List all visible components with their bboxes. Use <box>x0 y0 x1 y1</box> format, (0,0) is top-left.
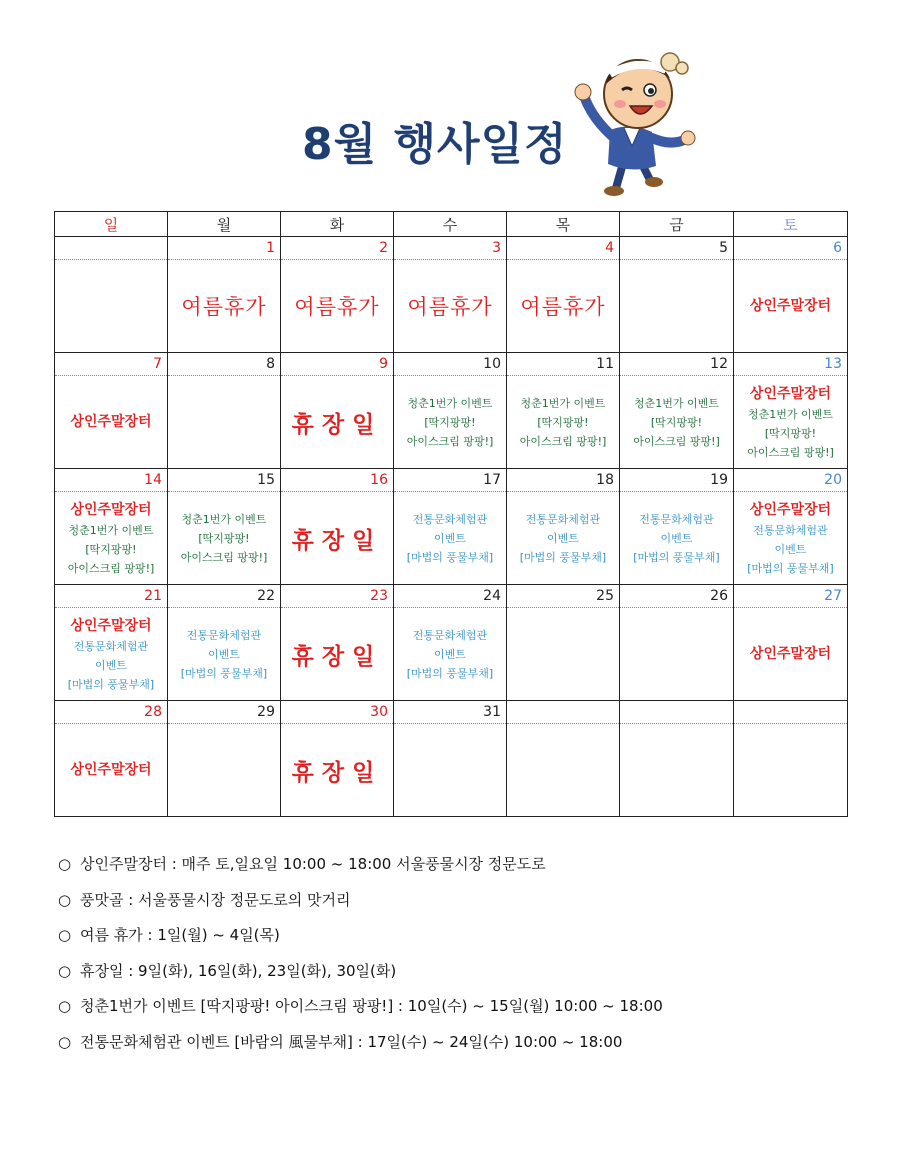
day-number: 10 <box>394 353 506 376</box>
event-line: 아이스크림 팡팡!] <box>406 434 494 448</box>
day-cell <box>55 585 168 701</box>
weekday-header: 일 <box>55 212 168 237</box>
closed-day-label: 휴장일 <box>291 411 383 438</box>
day-cell <box>281 469 394 585</box>
day-events <box>620 724 733 816</box>
mascot-illustration <box>566 48 706 198</box>
weekday-header-row <box>55 212 848 237</box>
event-line: 전통문화체험관 <box>412 512 488 526</box>
note-item <box>58 995 878 1031</box>
weekday-header: 금 <box>620 212 734 237</box>
day-cell <box>620 469 734 585</box>
day-number: 7 <box>55 353 167 376</box>
day-events <box>620 608 733 700</box>
market-label: 상인주말장터 <box>70 414 152 430</box>
day-events <box>168 492 280 584</box>
day-cell <box>620 701 734 817</box>
day-events <box>507 260 619 352</box>
day-number: 19 <box>620 469 733 492</box>
notes-list <box>58 853 878 1066</box>
day-number: 6 <box>734 237 847 260</box>
day-events <box>620 492 733 584</box>
day-cell <box>281 353 394 469</box>
day-number: 16 <box>281 469 393 492</box>
event-line: 전통문화체험관 <box>639 512 714 526</box>
day-cell <box>734 469 848 585</box>
day-cell <box>620 585 734 701</box>
day-number: 17 <box>394 469 506 492</box>
closed-day-label: 휴장일 <box>291 759 383 786</box>
day-events <box>507 492 619 584</box>
note-item <box>58 924 878 960</box>
day-events <box>281 724 393 816</box>
day-cell <box>734 353 848 469</box>
day-number: 21 <box>55 585 167 608</box>
day-events <box>507 376 619 468</box>
day-events <box>734 376 847 468</box>
calendar-table <box>54 211 848 817</box>
day-events <box>507 608 619 700</box>
event-line: [딱지팡팡! <box>650 415 703 429</box>
day-number: 30 <box>281 701 393 724</box>
event-line: [마법의 풍물부채] <box>633 550 720 564</box>
circle-bullet-icon: ○ <box>58 926 72 944</box>
circle-bullet-icon: ○ <box>58 961 72 980</box>
day-events <box>734 724 847 816</box>
page-title: 8월 행사일정 <box>302 119 568 170</box>
event-line: 전통문화체험관 <box>753 523 828 537</box>
week-row <box>55 585 848 701</box>
event-line: [딱지팡팡! <box>764 426 817 440</box>
day-number: 22 <box>168 585 280 608</box>
event-line: 이벤트 <box>95 658 127 672</box>
day-events <box>394 492 506 584</box>
day-cell <box>507 353 620 469</box>
day-events <box>507 724 619 816</box>
day-events <box>620 376 733 468</box>
day-events <box>734 492 847 584</box>
event-line: [딱지팡팡! <box>537 415 589 429</box>
day-cell <box>507 469 620 585</box>
weekday-header: 토 <box>734 212 848 237</box>
day-cell <box>281 585 394 701</box>
event-line: [마법의 풍물부채] <box>406 550 494 564</box>
event-line: 아이스크림 팡팡!] <box>519 434 607 448</box>
calendar-body <box>55 237 848 817</box>
day-cell <box>734 701 848 817</box>
event-line: 청춘1번가 이벤트 <box>634 396 719 410</box>
day-cell <box>168 469 281 585</box>
day-cell <box>734 237 848 353</box>
circle-bullet-icon: ○ <box>58 855 72 873</box>
day-number: 5 <box>620 237 733 260</box>
day-number: 28 <box>55 701 167 724</box>
vacation-label: 여름휴가 <box>294 295 380 319</box>
day-cell <box>55 353 168 469</box>
day-events <box>55 260 167 352</box>
closed-day-label: 휴장일 <box>291 527 383 554</box>
day-number: 25 <box>507 585 619 608</box>
day-number: 12 <box>620 353 733 376</box>
day-events <box>168 376 280 468</box>
event-line: 이벤트 <box>434 647 466 661</box>
day-cell <box>168 237 281 353</box>
day-cell <box>620 237 734 353</box>
event-line: 아이스크림 팡팡!] <box>67 561 155 575</box>
circle-bullet-icon: ○ <box>58 997 72 1015</box>
week-row <box>55 237 848 353</box>
day-number: 31 <box>394 701 506 724</box>
day-events <box>394 376 506 468</box>
event-line: 전통문화체험관 <box>186 628 262 642</box>
note-text: 상인주말장터 : 매주 토,일요일 10:00 ~ 18:00 서울풍물시장 정문도로 <box>80 855 546 873</box>
market-label: 상인주말장터 <box>70 617 152 634</box>
weekday-header: 목 <box>507 212 620 237</box>
event-line: [딱지팡팡! <box>424 415 476 429</box>
day-number: 8 <box>168 353 280 376</box>
day-cell <box>507 237 620 353</box>
day-number: 11 <box>507 353 619 376</box>
day-events <box>55 608 167 700</box>
event-line: [마법의 풍물부채] <box>519 550 607 564</box>
event-line: 이벤트 <box>660 531 693 545</box>
day-number: 26 <box>620 585 733 608</box>
day-events <box>281 376 393 468</box>
note-text: 전통문화체험관 이벤트 [바람의 風물부채] : 17일(수) ~ 24일(수) 10:00 ~ 18:00 <box>80 1032 623 1051</box>
day-cell <box>394 353 507 469</box>
day-number: 15 <box>168 469 280 492</box>
closed-day-label: 휴장일 <box>291 643 383 670</box>
day-number <box>55 237 167 260</box>
note-text: 청춘1번가 이벤트 [딱지팡팡! 아이스크림 팡팡!] : 10일(수) ~ 15일(월) 10:00 ~ 18:00 <box>80 997 663 1015</box>
note-text: 풍맛골 : 서울풍물시장 정문도로의 맛거리 <box>80 890 351 909</box>
event-line: 이벤트 <box>547 531 579 545</box>
event-line: 전통문화체험관 <box>73 639 149 653</box>
day-number: 13 <box>734 353 847 376</box>
day-events <box>55 492 167 584</box>
day-cell <box>168 353 281 469</box>
day-number: 4 <box>507 237 619 260</box>
weekday-header: 화 <box>281 212 394 237</box>
day-events <box>620 260 733 352</box>
day-cell <box>168 701 281 817</box>
event-line: 청춘1번가 이벤트 <box>407 396 493 410</box>
event-line: 전통문화체험관 <box>525 512 601 526</box>
event-line: 이벤트 <box>434 531 466 545</box>
day-cell <box>394 701 507 817</box>
week-row <box>55 353 848 469</box>
note-text: 휴장일 : 9일(화), 16일(화), 23일(화), 30일(화) <box>80 961 397 980</box>
vacation-label: 여름휴가 <box>407 295 493 319</box>
event-line: [마법의 풍물부채] <box>747 561 834 575</box>
day-number: 14 <box>55 469 167 492</box>
weekday-header: 월 <box>168 212 281 237</box>
note-item <box>58 853 878 889</box>
event-line: 아이스크림 팡팡!] <box>633 434 720 448</box>
day-number: 27 <box>734 585 847 608</box>
day-number <box>620 701 733 724</box>
event-line: 전통문화체험관 <box>412 628 488 642</box>
day-cell <box>281 701 394 817</box>
day-events <box>168 260 280 352</box>
day-number: 2 <box>281 237 393 260</box>
day-cell <box>394 469 507 585</box>
day-cell <box>168 585 281 701</box>
market-label: 상인주말장터 <box>70 501 152 518</box>
day-number: 1 <box>168 237 280 260</box>
event-line: [마법의 풍물부채] <box>67 677 155 691</box>
circle-bullet-icon: ○ <box>58 890 72 909</box>
vacation-label: 여름휴가 <box>181 295 267 319</box>
day-cell <box>734 585 848 701</box>
event-line: [마법의 풍물부채] <box>406 666 494 680</box>
day-cell <box>55 469 168 585</box>
day-number: 9 <box>281 353 393 376</box>
day-events <box>394 260 506 352</box>
day-number: 18 <box>507 469 619 492</box>
event-line: 이벤트 <box>208 647 240 661</box>
market-label: 상인주말장터 <box>749 501 832 518</box>
day-number <box>507 701 619 724</box>
day-events <box>281 608 393 700</box>
day-events <box>168 608 280 700</box>
day-events <box>394 724 506 816</box>
weekday-header: 수 <box>394 212 507 237</box>
event-line: 아이스크림 팡팡!] <box>180 550 268 564</box>
market-label: 상인주말장터 <box>70 762 152 778</box>
circle-bullet-icon: ○ <box>58 1032 72 1051</box>
week-row <box>55 701 848 817</box>
day-cell <box>394 237 507 353</box>
market-label: 상인주말장터 <box>749 646 832 662</box>
day-number: 20 <box>734 469 847 492</box>
event-line: 아이스크림 팡팡!] <box>747 445 834 459</box>
note-item <box>58 889 878 925</box>
day-events <box>734 260 847 352</box>
day-cell <box>55 701 168 817</box>
day-events <box>281 260 393 352</box>
event-line: 청춘1번가 이벤트 <box>181 512 267 526</box>
day-cell <box>620 353 734 469</box>
day-cell <box>507 585 620 701</box>
vacation-label: 여름휴가 <box>520 295 606 319</box>
day-number: 29 <box>168 701 280 724</box>
market-label: 상인주말장터 <box>749 385 832 402</box>
day-number: 23 <box>281 585 393 608</box>
event-line: [딱지팡팡! <box>198 531 250 545</box>
day-events <box>281 492 393 584</box>
day-cell <box>507 701 620 817</box>
day-events <box>55 376 167 468</box>
day-events <box>168 724 280 816</box>
day-events <box>55 724 167 816</box>
event-line: [마법의 풍물부채] <box>180 666 268 680</box>
note-item <box>58 960 878 996</box>
day-cell <box>281 237 394 353</box>
day-events <box>394 608 506 700</box>
event-line: 청춘1번가 이벤트 <box>68 523 154 537</box>
event-line: 이벤트 <box>774 542 807 556</box>
day-number: 24 <box>394 585 506 608</box>
note-text: 여름 휴가 : 1일(월) ~ 4일(목) <box>80 926 280 944</box>
event-line: 청춘1번가 이벤트 <box>748 407 833 421</box>
event-line: [딱지팡팡! <box>85 542 137 556</box>
day-cell <box>55 237 168 353</box>
note-item <box>58 1031 878 1067</box>
event-line: 청춘1번가 이벤트 <box>520 396 606 410</box>
week-row <box>55 469 848 585</box>
day-events <box>734 608 847 700</box>
day-cell <box>394 585 507 701</box>
day-number <box>734 701 847 724</box>
day-number: 3 <box>394 237 506 260</box>
market-label: 상인주말장터 <box>749 298 832 314</box>
